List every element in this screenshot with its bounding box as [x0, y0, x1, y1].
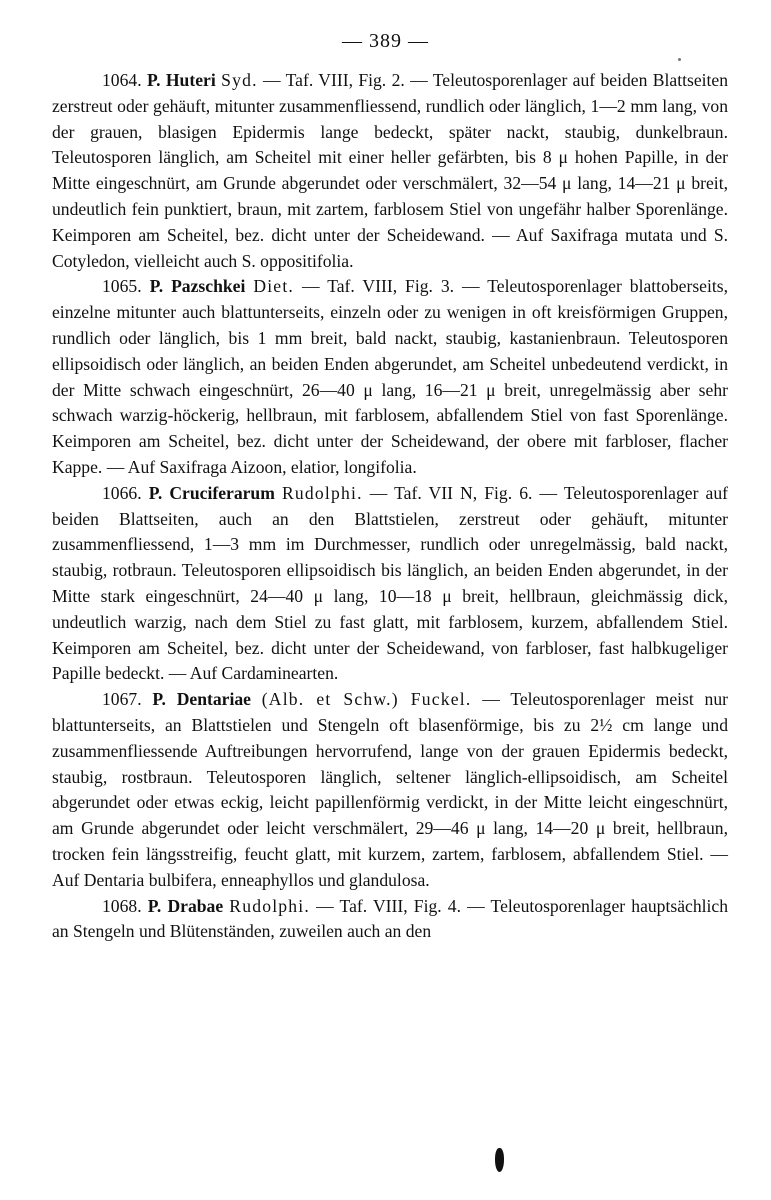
entry-1064 — [52, 68, 728, 274]
entry-text: — Taf. VIII, Fig. 4. — Teleutosporenlager hauptsächlich an Stengeln und Blütenständen, zuweilen auch an den — [52, 895, 729, 942]
page-number: — 389 — — [342, 30, 429, 52]
page-body — [52, 68, 728, 945]
entry-number: 1067. — [102, 689, 142, 710]
entry-author: Diet. — [253, 276, 295, 297]
entry-1065 — [52, 274, 728, 480]
entry-genus: P. — [146, 70, 161, 90]
entry-1067 — [52, 687, 728, 893]
entry-author: (Alb. et Schw.) Fuckel. — [261, 689, 472, 710]
entry-species: Pazschkei — [171, 276, 246, 297]
paper-speck — [678, 58, 681, 61]
entry-number: 1065. — [102, 276, 142, 297]
entry-text: — Taf. VIII, Fig. 2. — Teleutosporenlager auf beiden Blattseiten zerstreut oder gehäuft, mitunter zusammenfliessend, rundlich oder länglich, 1—2 mm lang, von der grauen, blasigen Epidermis lange bedeckt, später nackt, staubig, dunkelbraun. Teleutosporen länglich, am Scheitel mit einer heller gefärbten, bis 8 μ hohen Papille, in der Mitte eingeschnürt, am Grunde abgerundet oder verschmälert, 32—54 μ lang, 14—21 μ breit, undeutlich fein punktiert, braun, mit zartem, farblosem Stiel von ungefähr halber Sporenlänge. Keimporen am Scheitel, bez. dicht unter der Scheidewand. — Auf Saxifraga mutata und S. Cotyledon, vielleicht auch S. oppositifolia. — [52, 70, 729, 271]
entry-genus: P. — [147, 895, 162, 916]
entry-1066 — [52, 481, 728, 687]
entry-author: Rudolphi. — [281, 482, 363, 503]
entry-author: Rudolphi. — [229, 895, 310, 916]
entry-author: Syd. — [221, 70, 258, 90]
entry-genus: P. — [152, 689, 166, 710]
entry-text: — Taf. VII N, Fig. 6. — Teleutosporenlager auf beiden Blattseiten, auch an den Blattstielen, zerstreut oder gehäuft, mitunter zusammenfliessend, 1—3 mm im Durchmesser, rundlich oder unregelmässig, bald nackt, staubig, rotbraun. Teleutosporen ellipsoidisch bis länglich, an beiden Enden abgerundet, in der Mitte stark eingeschnürt, 24—40 μ lang, 10—18 μ breit, hellbraun, gleichmässig dick, undeutlich warzig, nach dem Stiel zu fast glatt, mit farblosem, kurzem, abfallendem Stiel. Keimporen am Scheitel, bez. dicht unter der Scheidewand, von farbloser, fast halbkugeliger Papille bedeckt. — Auf Cardaminearten. — [52, 482, 729, 684]
ink-blot — [495, 1148, 504, 1172]
entry-1068 — [52, 894, 728, 946]
entry-number: 1068. — [102, 895, 142, 916]
entry-genus: P. — [148, 482, 163, 503]
entry-text: — Taf. VIII, Fig. 3. — Teleutosporenlager blattoberseits, einzelne mitunter auch blattunterseits, einzeln oder zu wenigen in oft kreisförmigen Gruppen, rundlich oder länglich, bis 1 mm breit, bald nackt, staubig, kastanienbraun. Teleutosporen ellipsoidisch oder länglich, an beiden Enden abgerundet, am Scheitel unbedeutend verdickt, in der Mitte schwach eingeschnürt, 26—40 μ lang, 16—21 μ breit, unregelmässig aber sehr schwach warzig-höckerig, hellbraun, mit farblosem, abfallendem Stiel von fast Sporenlänge. Keimporen am Scheitel, bez. dicht unter der Scheidewand, der obere mit farbloser, flacher Kappe. — Auf Saxifraga Aizoon, elatior, longifolia. — [52, 276, 729, 477]
entry-genus: P. — [149, 276, 164, 297]
entry-species: Cruciferarum — [169, 482, 275, 503]
entry-species: Dentariae — [176, 689, 251, 710]
entry-number: 1066. — [102, 482, 142, 503]
entry-species: Drabae — [167, 895, 224, 916]
entry-text: — Teleutosporenlager meist nur blattunterseits, an Blattstielen und Stengeln oft blasenförmige, bis zu 2½ cm lange und zusammenfliessende Auftreibungen hervorrufend, lange von der grauen Epidermis bedeckt, staubig, rostbraun. Teleutosporen länglich, seltener länglich-ellipsoidisch, am Scheitel abgerundet oder etwas eckig, leicht papillenförmig verdickt, in der Mitte leicht eingeschnürt, am Grunde abgerundet oder leicht verschmälert, 29—46 μ lang, 14—20 μ breit, hellbraun, trocken fein längsstreifig, feucht glatt, mit kurzem, zartem, farblosem, abfallendem Stiel. — Auf Dentaria bulbifera, enneaphyllos und glandulosa. — [52, 689, 729, 890]
entry-species: Huteri — [165, 70, 216, 90]
entry-number: 1064. — [102, 70, 142, 90]
